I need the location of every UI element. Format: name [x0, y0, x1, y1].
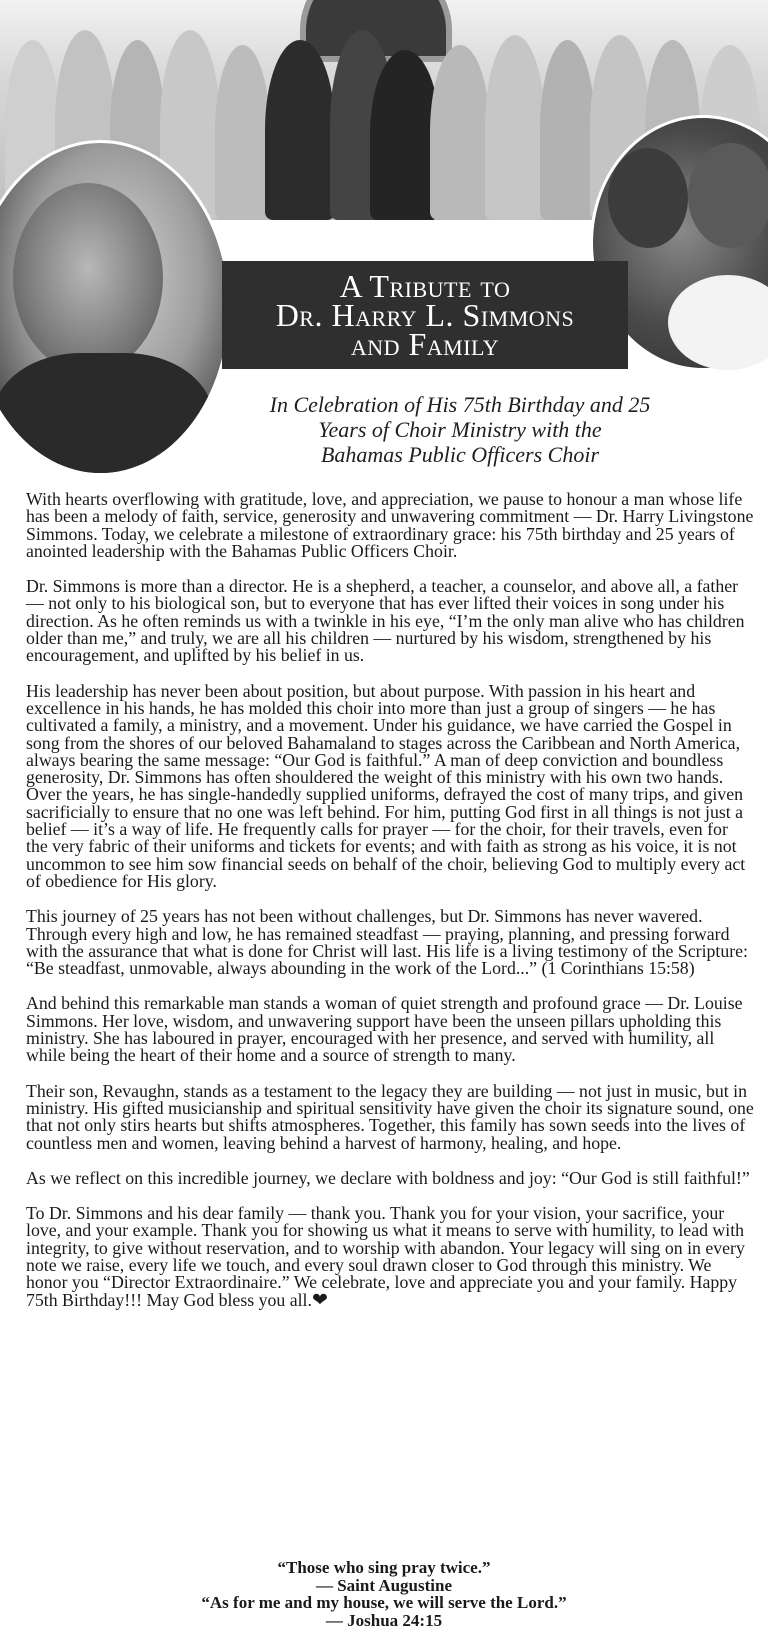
choir-member	[485, 35, 545, 220]
body-paragraph: Dr. Simmons is more than a director. He is a shepherd, a teacher, a counselor, and above all, a father — not only to his biological son, but to everyone that has ever lifted their voices in song under his direction. As he often reminds us with a twinkle in his eye, “I’m the only man alive who has children older than me,” and truly, we are all his children — nurtured by his wisdom, strengthened by his encouragement, and uplifted by his belief in us.	[26, 576, 745, 666]
tribute-title-box	[222, 261, 628, 369]
heart-icon: ❤	[311, 1289, 328, 1311]
closing-paragraph	[26, 1205, 754, 1309]
body-paragraph: And behind this remarkable man stands a woman of quiet strength and profound grace — Dr. Louise Simmons. Her love, wisdom, and unwavering support have been the unseen pillars upholding this ministry. She has laboured in prayer, encouraged with her presence, and served with humility, all while being the heart of their home and a source of strength to many.	[26, 993, 743, 1066]
portrait-face	[688, 143, 768, 248]
body-paragraph: As we reflect on this incredible journey, we declare with boldness and joy: “Our God is still faithful!”	[26, 1167, 750, 1188]
subtitle-line: In Celebration of His 75th Birthday and 25	[269, 392, 651, 417]
subtitle-line: Bahamas Public Officers Choir	[320, 442, 600, 467]
closing-quotes	[0, 1559, 768, 1629]
choir-member	[430, 45, 490, 220]
choir-member	[215, 45, 270, 220]
portrait-suit	[0, 353, 213, 476]
closing-text: To Dr. Simmons and his dear family — thank you. Thank you for your vision, your sacrifice, your love, and your example. Thank you for showing us what it means to serve with humility, to lead with integrity, to give without reservation, and to worship with abandon. Your legacy will sing on in every note we raise, every life we touch, and every soul drawn closer to God through this ministry. We honor you “Director Extraordinaire.” We celebrate, love and appreciate you and your family. Happy 75th Birthday!!! May God bless you all.	[26, 1203, 745, 1310]
tribute-body	[26, 491, 754, 1327]
choir-member	[540, 40, 595, 220]
body-paragraph: His leadership has never been about position, but about purpose. With passion in his heart and excellence in his hands, he has molded this choir into more than just a group of singers — he has cultivated a family, a ministry, and a movement. Under his guidance, we have carried the Gospel in song from the shores of our beloved Bahamaland to stages across the Caribbean and North America, always bearing the same message: “Our God is faithful.” A man of deep conviction and boundless generosity, Dr. Simmons has often shouldered the weight of this ministry with his own two hands. Over the years, he has single-handedly supplied uniforms, defrayed the cost of many trips, and given sacrificially to ensure that no one was left behind. For him, putting God first in all things is not just a belief — it’s a way of life. He frequently calls for prayer — for the choir, for their travels, even for the very fabric of their uniforms and tickets for events; and with faith as strong as his voice, it is not uncommon to see him sow financial seeds on behalf of the choir, believing God to multiply every act of obedience for His glory.	[26, 680, 746, 891]
header-banner	[0, 0, 768, 370]
body-paragraph: This journey of 25 years has not been without challenges, but Dr. Simmons has never wavered. Through every high and low, he has remained steadfast — praying, planning, and pressing forward with the assurance that what is done for Christ will last. His life is a living testimony of the Scripture: “Be steadfast, unmovable, always abounding in the work of the Lord...” (1 Corinthians 15:58)	[26, 906, 748, 979]
subtitle-line: Years of Choir Ministry with the	[318, 417, 602, 442]
quote-attribution: — Saint Augustine	[315, 1575, 453, 1595]
title-line: Dr. Harry L. Simmons	[275, 296, 575, 333]
portrait-face	[13, 183, 163, 373]
portrait-face	[608, 148, 688, 248]
quote-text: “As for me and my house, we will serve the Lord.”	[201, 1593, 567, 1612]
body-paragraph: Their son, Revaughn, stands as a testament to the legacy they are building — not just in music, but in ministry. His gifted musicianship and spiritual sensitivity have given the choir its signature sound, one that not only stirs hearts but shifts atmospheres. Together, this family has sown seeds into the lives of countless men and women, leaving behind a harvest of harmony, healing, and hope.	[26, 1080, 754, 1153]
body-paragraph: With hearts overflowing with gratitude, love, and appreciation, we pause to honour a man whose life has been a melody of faith, service, generosity and unwavering commitment — Dr. Harry Livingstone Simmons. Today, we celebrate a milestone of extraordinary grace: his 75th birthday and 25 years of anointed leadership with the Bahamas Public Officers Choir.	[26, 489, 754, 561]
title-line: and Family	[350, 325, 500, 362]
choir-member	[265, 40, 335, 220]
celebration-subtitle	[230, 392, 690, 467]
quote-text: “Those who sing pray twice.”	[277, 1558, 491, 1577]
title-line: A Tribute to	[339, 267, 511, 304]
quote-attribution: — Joshua 24:15	[325, 1610, 443, 1630]
